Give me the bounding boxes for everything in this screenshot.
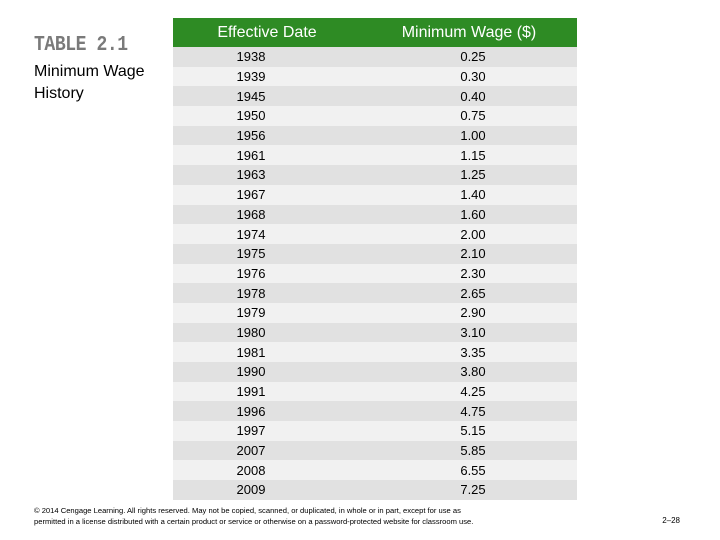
- minimum-wage-cell: 0.30: [361, 67, 577, 87]
- minimum-wage-cell: 2.65: [361, 283, 577, 303]
- table-row: [173, 401, 577, 421]
- table-header-row: [173, 18, 577, 47]
- table-row: [173, 382, 577, 402]
- table-caption: Minimum Wage History: [34, 63, 145, 102]
- table-title-block: [34, 34, 164, 105]
- minimum-wage-cell: 3.80: [361, 362, 577, 382]
- table-row: [173, 126, 577, 146]
- copyright-notice: [34, 505, 594, 527]
- effective-date-cell: 1979: [173, 303, 361, 323]
- column-header-minimum-wage: Minimum Wage ($): [361, 18, 577, 47]
- minimum-wage-cell: 4.25: [361, 382, 577, 402]
- effective-date-cell: 1967: [173, 185, 361, 205]
- table-row: [173, 47, 577, 67]
- table-row: [173, 362, 577, 382]
- minimum-wage-table: [173, 18, 577, 500]
- minimum-wage-cell: 1.25: [361, 165, 577, 185]
- table-row: [173, 145, 577, 165]
- table-row: [173, 205, 577, 225]
- effective-date-cell: 2007: [173, 441, 361, 461]
- table-row: [173, 342, 577, 362]
- minimum-wage-cell: 4.75: [361, 401, 577, 421]
- table-row: [173, 303, 577, 323]
- minimum-wage-cell: 2.10: [361, 244, 577, 264]
- effective-date-cell: 1950: [173, 106, 361, 126]
- effective-date-cell: 1976: [173, 264, 361, 284]
- effective-date-cell: 1945: [173, 86, 361, 106]
- minimum-wage-cell: 1.60: [361, 205, 577, 225]
- page-number: 2–28: [662, 516, 680, 525]
- effective-date-cell: 1978: [173, 283, 361, 303]
- effective-date-cell: 2008: [173, 460, 361, 480]
- effective-date-cell: 2009: [173, 480, 361, 500]
- minimum-wage-cell: 1.00: [361, 126, 577, 146]
- table-body: [173, 47, 577, 500]
- effective-date-cell: 1991: [173, 382, 361, 402]
- table-row: [173, 86, 577, 106]
- effective-date-cell: 1981: [173, 342, 361, 362]
- minimum-wage-cell: 3.10: [361, 323, 577, 343]
- minimum-wage-cell: 1.40: [361, 185, 577, 205]
- table-row: [173, 244, 577, 264]
- minimum-wage-cell: 7.25: [361, 480, 577, 500]
- effective-date-cell: 1968: [173, 205, 361, 225]
- table-row: [173, 421, 577, 441]
- table-row: [173, 106, 577, 126]
- effective-date-cell: 1963: [173, 165, 361, 185]
- effective-date-cell: 1997: [173, 421, 361, 441]
- minimum-wage-cell: 2.90: [361, 303, 577, 323]
- effective-date-cell: 1990: [173, 362, 361, 382]
- effective-date-cell: 1974: [173, 224, 361, 244]
- effective-date-cell: 1980: [173, 323, 361, 343]
- minimum-wage-cell: 6.55: [361, 460, 577, 480]
- table-row: [173, 185, 577, 205]
- table-row: [173, 283, 577, 303]
- minimum-wage-cell: 0.40: [361, 86, 577, 106]
- effective-date-cell: 1975: [173, 244, 361, 264]
- minimum-wage-cell: 1.15: [361, 145, 577, 165]
- table-row: [173, 441, 577, 461]
- table-row: [173, 264, 577, 284]
- minimum-wage-cell: 5.85: [361, 441, 577, 461]
- minimum-wage-cell: 2.30: [361, 264, 577, 284]
- effective-date-cell: 1956: [173, 126, 361, 146]
- minimum-wage-cell: 5.15: [361, 421, 577, 441]
- table-row: [173, 165, 577, 185]
- minimum-wage-cell: 2.00: [361, 224, 577, 244]
- effective-date-cell: 1996: [173, 401, 361, 421]
- minimum-wage-cell: 3.35: [361, 342, 577, 362]
- minimum-wage-cell: 0.25: [361, 47, 577, 67]
- minimum-wage-cell: 0.75: [361, 106, 577, 126]
- table-row: [173, 224, 577, 244]
- effective-date-cell: 1961: [173, 145, 361, 165]
- copyright-line-1: © 2014 Cengage Learning. All rights reserved. May not be copied, scanned, or duplicated, in whole or in part, except for use as: [34, 506, 461, 515]
- table-row: [173, 480, 577, 500]
- table-row: [173, 323, 577, 343]
- table-row: [173, 460, 577, 480]
- effective-date-cell: 1939: [173, 67, 361, 87]
- table-row: [173, 67, 577, 87]
- table-number-label: TABLE 2.1: [34, 34, 128, 57]
- effective-date-cell: 1938: [173, 47, 361, 67]
- column-header-effective-date: Effective Date: [173, 18, 361, 47]
- copyright-line-2: permitted in a license distributed with a certain product or service or otherwise on a password-protected website for classroom use.: [34, 517, 474, 526]
